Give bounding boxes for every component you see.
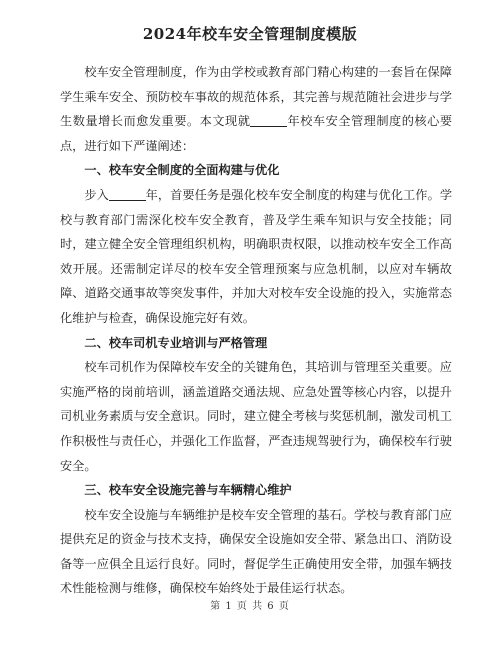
section-1-text-part2: 年，首要任务是强化校车安全制度的构建与优化工作。学校与教育部门需深化校车安全教育，普及学生乘车知识与安全技能；同时，建立健全安全管理组织机构，明确职责权限，以推动校车安全工作高效开展。还需制定详尽的校车安全管理预案与应急机制，以应对车辆故障、道路交通事故等突发事件，并加大对校车安全设施的投入，实施常态化维护与检查，确保设施完好有效。 xyxy=(60,187,453,325)
section-2-heading: 二、校车司机专业培训与严格管理 xyxy=(84,335,268,350)
footer-total-label: 共 xyxy=(252,601,264,612)
section-1-text-part1: 步入 xyxy=(84,187,109,202)
section-3-paragraph: 校车安全设施与车辆维护是校车安全管理的基石。学校与教育部门应提供充足的资金与技术支持，确保安全设施如安全带、紧急出口、消防设备等一应俱全且运行良好。同时，督促学生正确使用安全带，加强车辆技术性能检测与维修，确保校车始终处于最佳运行状态。 xyxy=(60,507,452,596)
footer-page-label: 第 xyxy=(210,601,222,612)
intro-paragraph xyxy=(60,60,452,158)
footer-page-number: 1 xyxy=(225,601,233,612)
section-1-paragraph xyxy=(60,183,452,331)
footer-page-unit: 页 xyxy=(236,601,248,612)
footer-total-pages: 6 xyxy=(267,601,275,612)
footer-total-unit: 页 xyxy=(278,601,290,612)
intro-text-part2: 年校车安全管理制度的核心要点，进行如下严谨阐述： xyxy=(60,114,453,153)
year-blank xyxy=(109,188,146,201)
page-footer xyxy=(0,600,500,614)
document-title: 2024年校车安全管理制度模版 xyxy=(142,25,358,43)
year-blank xyxy=(250,114,287,127)
section-1-heading: 一、校车安全制度的全面构建与优化 xyxy=(84,163,280,178)
section-3-heading: 三、校车安全设施完善与车辆精心维护 xyxy=(84,483,292,498)
document-body xyxy=(60,60,452,601)
intro-text-part1: 校车安全管理制度，作为由学校或教育部门精心构建的一套旨在保障学生乘车安全、预防校车事故的规范体系，其完善与规范随社会进步与学生数量增长而愈发重要。本文现就 xyxy=(60,65,452,129)
section-2-paragraph: 校车司机作为保障校车安全的关键角色，其培训与管理至关重要。应实施严格的岗前培训，涵盖道路交通法规、应急处置等核心内容，以提升司机业务素质与安全意识。同时，建立健全考核与奖惩机制，激发司机工作积极性与责任心，并强化工作监督，严查违规驾驶行为，确保校车行驶安全。 xyxy=(60,360,452,473)
